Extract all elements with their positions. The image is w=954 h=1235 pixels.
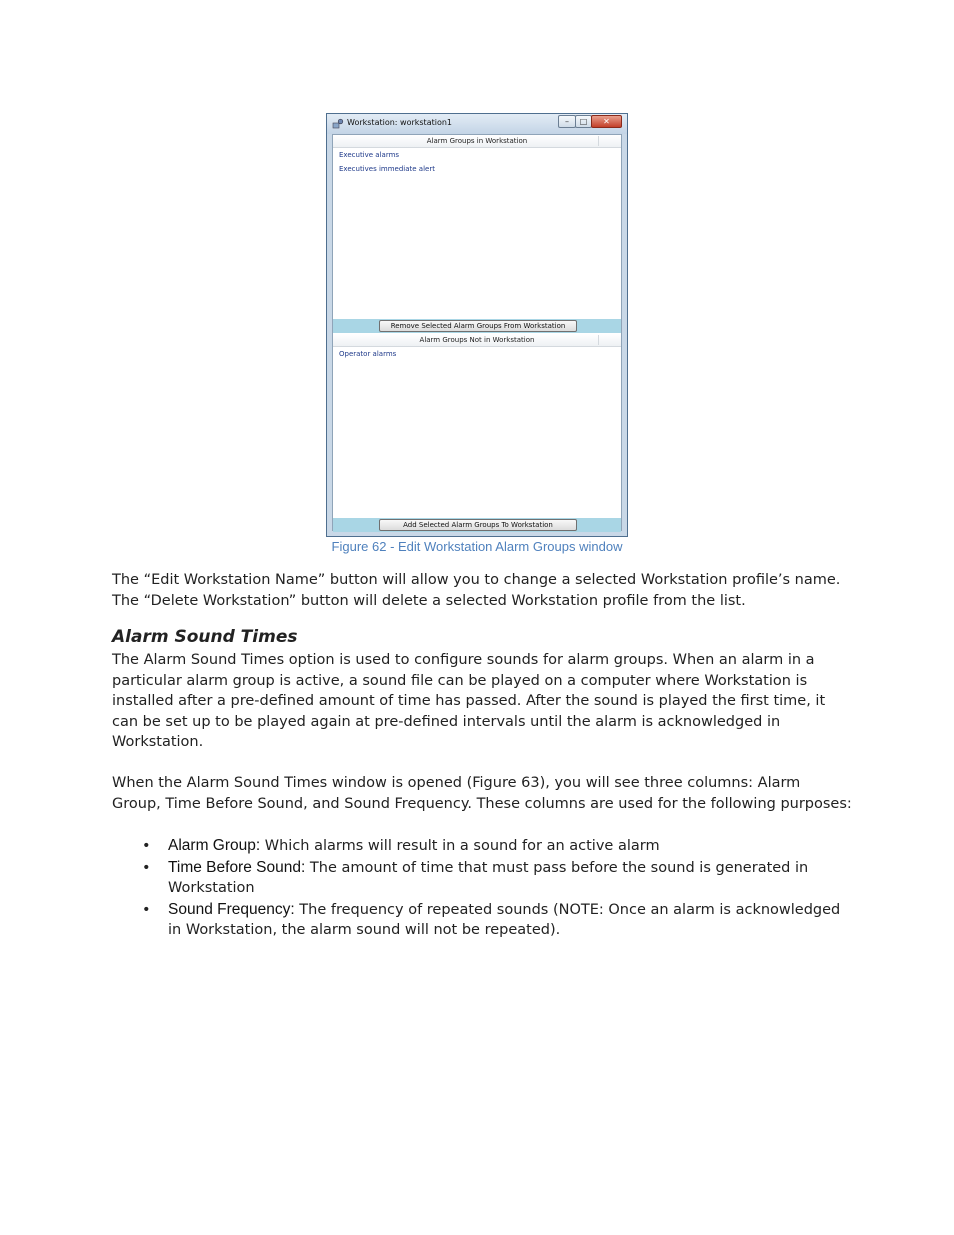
add-button-bar xyxy=(333,518,621,532)
close-icon[interactable]: ✕ xyxy=(591,115,622,128)
figure-caption: Figure 62 - Edit Workstation Alarm Groups window xyxy=(331,539,623,554)
workstation-window xyxy=(326,113,628,537)
bullet-text: Which alarms will result in a sound for an active alarm xyxy=(260,838,660,854)
assigned-groups-header[interactable] xyxy=(333,135,621,148)
bullet-icon: • xyxy=(142,901,151,918)
bullet-item xyxy=(112,900,852,941)
list-item[interactable]: Operator alarms xyxy=(339,350,397,358)
assigned-groups-header-label: Alarm Groups in Workstation xyxy=(426,137,528,145)
window-title-bar xyxy=(327,114,627,134)
list-item[interactable]: Executive alarms xyxy=(339,151,400,159)
window-controls xyxy=(559,115,622,128)
list-item[interactable]: Executives immediate alert xyxy=(339,165,435,173)
bullet-icon: • xyxy=(142,859,151,876)
unassigned-groups-header[interactable] xyxy=(333,334,621,347)
window-client-area xyxy=(332,134,622,531)
window-title: Workstation: workstation1 xyxy=(347,118,453,127)
maximize-icon[interactable]: □ xyxy=(575,115,592,128)
paragraph: When the Alarm Sound Times window is opened (Figure 63), you will see three columns: Alarm Group, Time Before Sound, and Sound Frequency. These columns are used for the following purposes: xyxy=(112,775,852,812)
column-separator xyxy=(598,136,599,146)
bullet-item xyxy=(112,836,852,857)
add-alarm-groups-button[interactable]: Add Selected Alarm Groups To Workstation xyxy=(379,519,577,531)
minimize-icon[interactable]: – xyxy=(558,115,576,128)
column-separator xyxy=(598,335,599,345)
bullet-term: Alarm Group: xyxy=(168,837,261,854)
bullet-text: The amount of time that must pass before the sound is generated in Workstation xyxy=(168,859,809,896)
bullet-term: Time Before Sound: xyxy=(168,858,306,876)
bullet-term: Sound Frequency: xyxy=(168,900,295,918)
bullet-text: The frequency of repeated sounds (NOTE: Once an alarm is acknowledged in Workstation, the alarm sound will not be repeated). xyxy=(168,901,841,938)
bullet-icon: • xyxy=(142,838,151,854)
paragraph: The “Edit Workstation Name” button will allow you to change a selected Workstation profile’s name. The “Delete Workstation” button will delete a selected Workstation profile from the list. xyxy=(112,572,841,609)
paragraph: The Alarm Sound Times option is used to configure sounds for alarm groups. When an alarm in a particular alarm group is active, a sound file can be played on a computer where Workstation is installed after a pre-defined amount of time has passed. After the sound is played the first time, it can be set up to be played again at pre-defined intervals until the alarm is acknowledged in Workstation. xyxy=(112,652,826,750)
workstation-app-icon xyxy=(332,118,344,130)
bullet-list xyxy=(112,836,852,942)
remove-button-bar xyxy=(333,319,621,333)
section-heading: Alarm Sound Times xyxy=(112,627,298,647)
unassigned-groups-header-label: Alarm Groups Not in Workstation xyxy=(419,336,535,344)
bullet-item xyxy=(112,858,852,899)
remove-alarm-groups-button[interactable]: Remove Selected Alarm Groups From Workstation xyxy=(379,320,577,332)
